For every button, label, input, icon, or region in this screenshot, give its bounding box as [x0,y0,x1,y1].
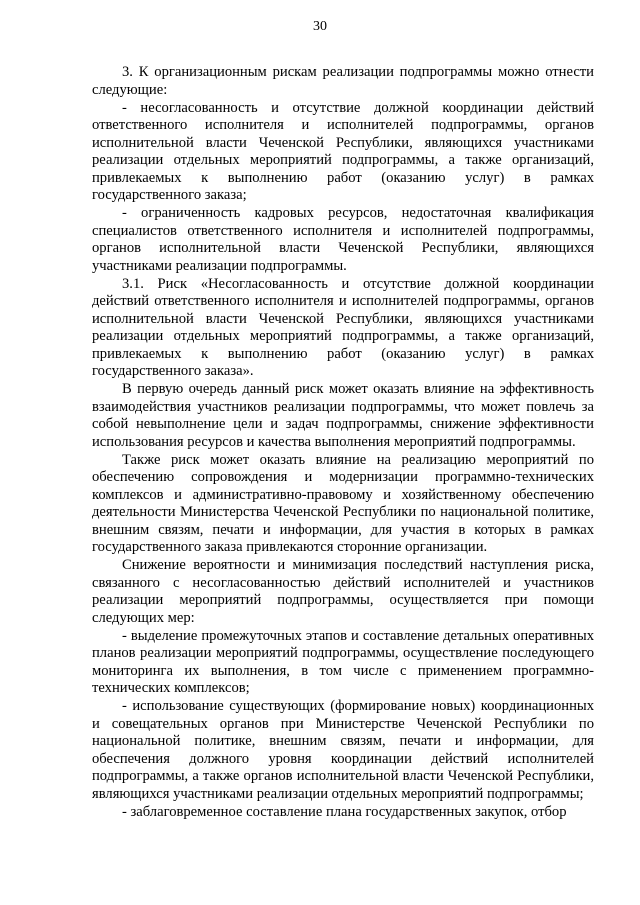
paragraph: Также риск может оказать влияние на реализацию мероприятий по обеспечению сопровождения и модернизации программно-технических комплексов и административно-правовому и хозяйственному обеспечению деятельности Министерства Чеченской Республики по национальной политике, внешним связям, печати и информации, для участия в которых в рамках государственного заказа привлекаются сторонние организации. [92,451,594,555]
paragraph: 3. К организационным рискам реализации подпрограммы можно отнести следующие: [92,64,594,98]
paragraph: 3.1. Риск «Несогласованность и отсутствие должной координации действий ответственного исполнителя и исполнителей подпрограммы, органов исполнительной власти Чеченской Республики, являющихся участниками реализации отдельных мероприятий подпрограммы, а также организаций, привлекаемых к выполнению работ (оказанию услуг) в рамках государственного заказа». [92,275,594,379]
paragraph: - использование существующих (формирование новых) координационных и совещательных органов при Министерстве Чеченской Республики по национальной политике, внешним связям, печати и информации, для обеспечения должного уровня координации действий исполнителей подпрограммы, а также органов исполнительной власти Чеченской Республики, являющихся участниками реализации отдельных мероприятий подпрограммы; [92,698,594,802]
paragraph: Снижение вероятности и минимизация последствий наступления риска, связанного с несогласованностью действий исполнителей и участников реализации мероприятий подпрограммы, осуществляется при помощи следующих мер: [92,557,594,626]
paragraph: - ограниченность кадровых ресурсов, недостаточная квалификация специалистов ответственного исполнителя и исполнителей подпрограммы, органов исполнительной власти Чеченской Республики, являющихся участниками реализации подпрограммы. [92,205,594,274]
paragraph: - выделение промежуточных этапов и составление детальных оперативных планов реализации мероприятий подпрограммы, осуществление последующего мониторинга их выполнения, в том числе с применением программно-технических комплексов; [92,627,594,696]
page-number: 30 [313,19,327,34]
paragraph: - несогласованность и отсутствие должной координации действий ответственного исполнителя и исполнителей подпрограммы, органов исполнительной власти Чеченской Республики, являющихся участниками реализации отдельных мероприятий подпрограммы, а также организаций, привлекаемых к выполнению работ (оказанию услуг) в рамках государственного заказа; [92,99,594,203]
paragraph: В первую очередь данный риск может оказать влияние на эффективность взаимодействия участников реализации подпрограммы, что может повлечь за собой невыполнение цели и задач подпрограммы, снижение эффективности использования ресурсов и качества выполнения мероприятий подпрограммы. [92,381,594,450]
paragraph: - заблаговременное составление плана государственных закупок, отбор [122,803,567,820]
document-body [92,64,594,821]
